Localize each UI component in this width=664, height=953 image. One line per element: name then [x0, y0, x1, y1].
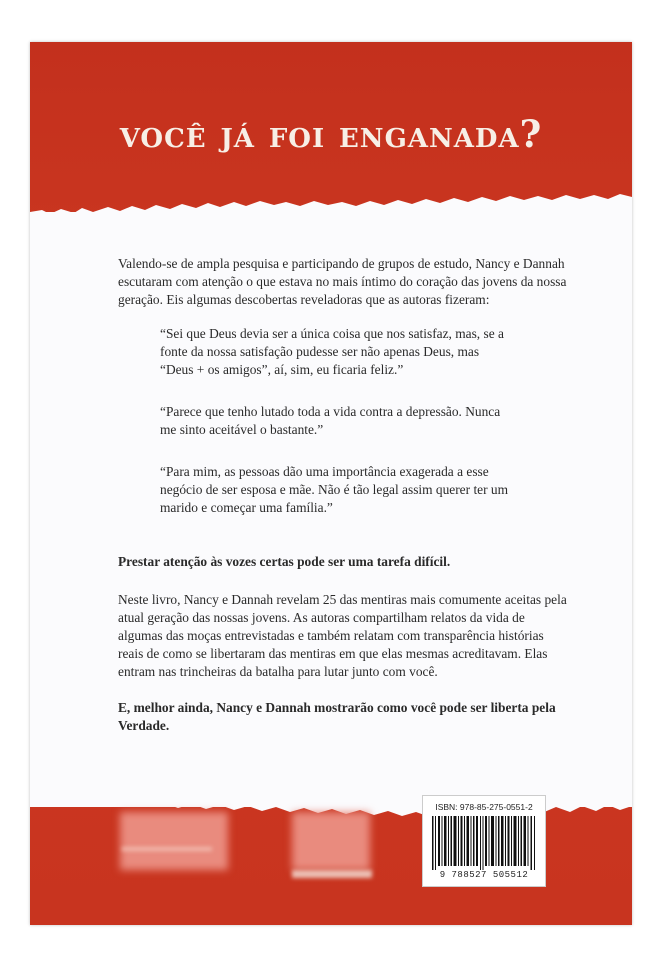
blurred-imprint-caption	[292, 870, 372, 878]
cover-headline: você já foi enganada?	[119, 112, 543, 156]
intro-paragraph: Valendo-se de ampla pesquisa e participando de grupos de estudo, Nancy e Dannah escutaram com atenção o que estava no mais íntimo do coração das jovens da nossa geração. Eis algumas descobertas reveladoras que as autoras fizeram:	[118, 256, 567, 307]
torn-paper-top-edge	[30, 190, 632, 220]
lead-statement: Prestar atenção às vozes certas pode ser uma tarefa difícil.	[118, 554, 451, 569]
isbn-text: ISBN: 978-85-275-0551-2	[435, 802, 533, 812]
ean-number: 9 788527 505512	[439, 870, 529, 880]
quote-1: “Sei que Deus devia ser a única coisa que nos satisfaz, mas, se a fonte da nossa satisfação pudesse ser não apenas Deus, mas “Deus + os amigos”, aí, sim, eu ficaria feliz.”	[160, 326, 504, 377]
blurred-publisher-logo	[120, 812, 228, 870]
book-back-cover	[30, 42, 632, 925]
quote-2: “Parece que tenho lutado toda a vida contra a depressão. Nunca me sinto aceitável o bastante.”	[160, 404, 501, 437]
back-cover-text	[118, 255, 568, 753]
barcode-label	[422, 795, 546, 887]
body-paragraph: Neste livro, Nancy e Dannah revelam 25 das mentiras mais comumente aceitas pela atual geração das nossas jovens. As autoras compartilham relatos da vida de algumas das moças entrevistadas e também relatam com transparência histórias reais de como se libertaram das mentiras em que elas mesmas acreditavam. Elas entram nas trincheiras da batalha para lutar junto com você.	[118, 592, 567, 679]
blurred-imprint-logo	[292, 812, 370, 870]
blurred-logo-caption	[122, 847, 212, 851]
quote-3: “Para mim, as pessoas dão uma importância exagerada a esse negócio de ser esposa e mãe. Não é tão legal assim querer ter um marido e começar uma família.”	[160, 464, 509, 515]
closing-statement: E, melhor ainda, Nancy e Dannah mostrarão como você pode ser liberta pela Verdade.	[118, 700, 556, 733]
barcode-icon	[432, 816, 536, 870]
